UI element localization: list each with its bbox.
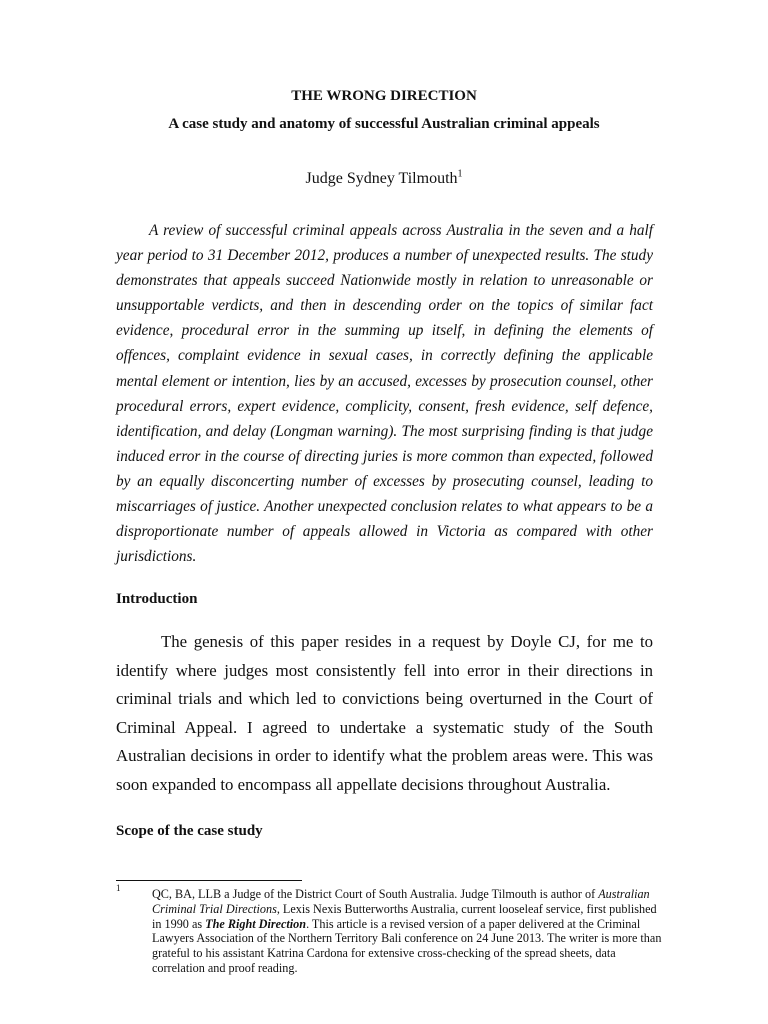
footnote-reference: 1 [457,168,463,180]
footnote-part-1: QC, BA, LLB a Judge of the District Court of South Australia. Judge Tilmouth is author of [152,887,599,901]
document-title: THE WRONG DIRECTION [291,88,477,104]
footnote-text [152,887,662,976]
footnote-part-2: , Lexis Nexis Butterworths Australia, current looseleaf service, first published in 1990 as [152,901,657,931]
author-name: Judge Sydney Tilmouth [305,170,458,187]
scope-heading: Scope of the case study [116,823,263,839]
footnote-earlier-title: The Right Direction [205,916,307,931]
footnote-book-title: Australian Criminal Trial Directions [152,887,650,916]
footnote-marker: 1 [116,883,121,893]
introduction-paragraph: The genesis of this paper resides in a request by Doyle CJ, for me to identify where judges most consistently fell into error in their directions in criminal trials and which led to convictions being overturned in the Court of Criminal Appeal. I agreed to undertake a systematic study of the South Australian decisions in order to identify what the problem areas were. This was soon expanded to encompass all appellate decisions throughout Australia. [116,632,653,794]
author-line [0,170,768,188]
footnote-divider [116,880,302,881]
document-subtitle: A case study and anatomy of successful Australian criminal appeals [168,116,600,132]
abstract-paragraph: A review of successful criminal appeals across Australia in the seven and a half year period to 31 December 2012, produces a number of unexpected results. The study demonstrates that appeals succeed Nationwide mostly in relation to unreasonable or unsupportable verdicts, and then in descending order on the topics of similar fact evidence, procedural error in the summing up itself, in defining the elements of offences, complaint evidence in sexual cases, in correctly defining the applicable mental element or intention, lies by an accused, excesses by prosecution counsel, other procedural errors, expert evidence, complicity, consent, fresh evidence, self defence, identification, and delay (Longman warning). The most surprising finding is that judge induced error in the course of directing juries is more common than expected, followed by an equally disconcerting number of excesses by prosecuting counsel, leading to miscarriages of justice. Another unexpected conclusion relates to what appears to be a disproportionate number of appeals allowed in Victoria as compared with other jurisdictions. [116,222,653,566]
introduction-heading: Introduction [116,591,198,607]
footnote-part-3: . This article is a revised version of a paper delivered at the Criminal Lawyers Association of the Northern Territory Bali conference on 24 June 2013. The writer is more than grateful to his assistant Katrina Cardona for extensive cross-checking of the spread sheets, data correlation and proof reading. [152,916,662,975]
